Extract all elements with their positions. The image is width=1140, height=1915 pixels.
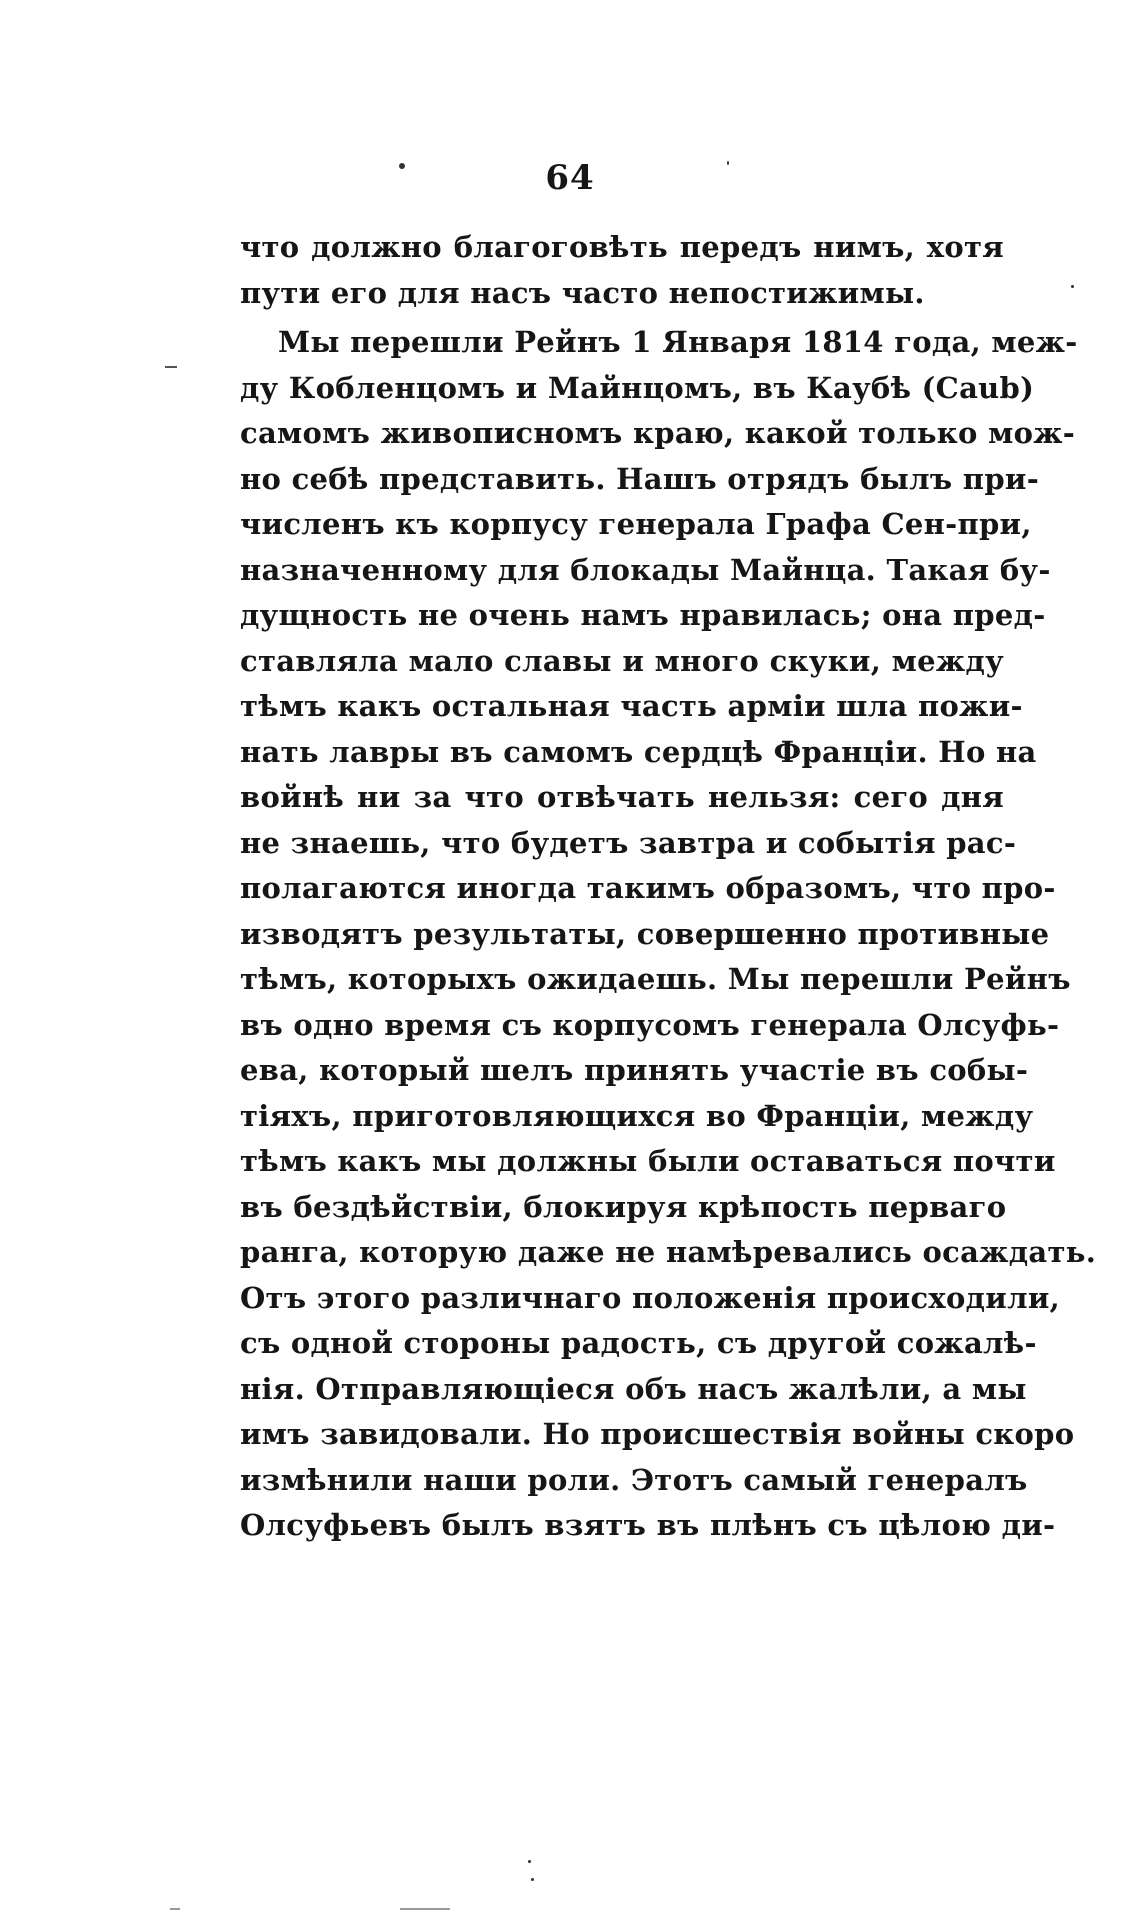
- text-line: изводятъ результаты, совершенно противные: [240, 916, 1050, 951]
- text-line: численъ къ корпусу генерала Графа Сен-при,: [240, 507, 1032, 541]
- text-line: Мы перешли Рейнъ 1 Января 1814 года, меж-: [278, 325, 1078, 359]
- scan-dash: [400, 1908, 450, 1910]
- text-line: полагаются иногда такимъ образомъ, что про-: [240, 871, 1056, 905]
- text-line: что должно благоговѣть передъ нимъ, хотя: [240, 230, 1004, 264]
- text-line: ева, который шелъ принять участіе въ собы-: [240, 1053, 1029, 1087]
- scan-speck: [727, 161, 729, 165]
- text-line: имъ завидовали. Но происшествія войны скоро: [240, 1417, 1075, 1451]
- body-text: [240, 225, 1097, 1549]
- text-line: назначенному для блокады Майнца. Такая бу-: [240, 552, 1051, 587]
- text-line: но себѣ представить. Нашъ отрядъ былъ при-: [240, 461, 1040, 496]
- text-line: нія. Отправляющіеся объ насъ жалѣли, а мы: [240, 1371, 1027, 1406]
- text-line: измѣнили наши роли. Этотъ самый генералъ: [240, 1462, 1028, 1497]
- text-line: ду Кобленцомъ и Майнцомъ, въ Каубѣ (Caub): [240, 370, 1035, 405]
- text-line: Олсуфьевъ былъ взятъ въ плѣнъ съ цѣлою ди-: [240, 1508, 1056, 1542]
- text-line: въ бездѣйствіи, блокируя крѣпость перваго: [240, 1189, 1007, 1224]
- text-line: самомъ живописномъ краю, какой только мож-: [240, 416, 1076, 450]
- text-line: тѣмъ, которыхъ ожидаешь. Мы перешли Рейнъ: [240, 962, 1071, 996]
- text-line: тѣмъ какъ мы должны были оставаться почти: [240, 1144, 1056, 1178]
- text-line: съ одной стороны радость, съ другой сожалѣ-: [240, 1326, 1037, 1360]
- scan-speck: [531, 1878, 534, 1881]
- text-line: пути его для насъ часто непостижимы.: [240, 275, 925, 310]
- text-line: ранга, которую даже не намѣревались осаждать.: [240, 1235, 1097, 1269]
- scan-dash: [165, 366, 177, 368]
- text-line: дущность не очень намъ нравилась; она пред-: [240, 598, 1046, 632]
- scan-dash: [170, 1908, 180, 1910]
- page-number: 64: [545, 158, 595, 198]
- text-line: нать лавры въ самомъ сердцѣ Франціи. Но на: [240, 734, 1037, 769]
- scan-speck: [528, 1860, 531, 1863]
- text-line: тіяхъ, приготовляющихся во Франціи, между: [240, 1098, 1034, 1133]
- text-line: въ одно время съ корпусомъ генерала Олсуфь-: [240, 1007, 1060, 1042]
- text-line: тѣмъ какъ остальная часть арміи шла пожи-: [240, 689, 1023, 723]
- scan-speck: [399, 163, 405, 169]
- text-line: ставляла мало славы и много скуки, между: [240, 643, 1004, 678]
- text-line: войнѣ ни за что отвѣчать нельзя: сего дня: [240, 780, 1004, 814]
- text-line: не знаешь, что будетъ завтра и событія рас-: [240, 825, 1017, 860]
- text-line: Отъ этого различнаго положенія происходили,: [240, 1280, 1061, 1315]
- scan-speck: [1071, 285, 1074, 288]
